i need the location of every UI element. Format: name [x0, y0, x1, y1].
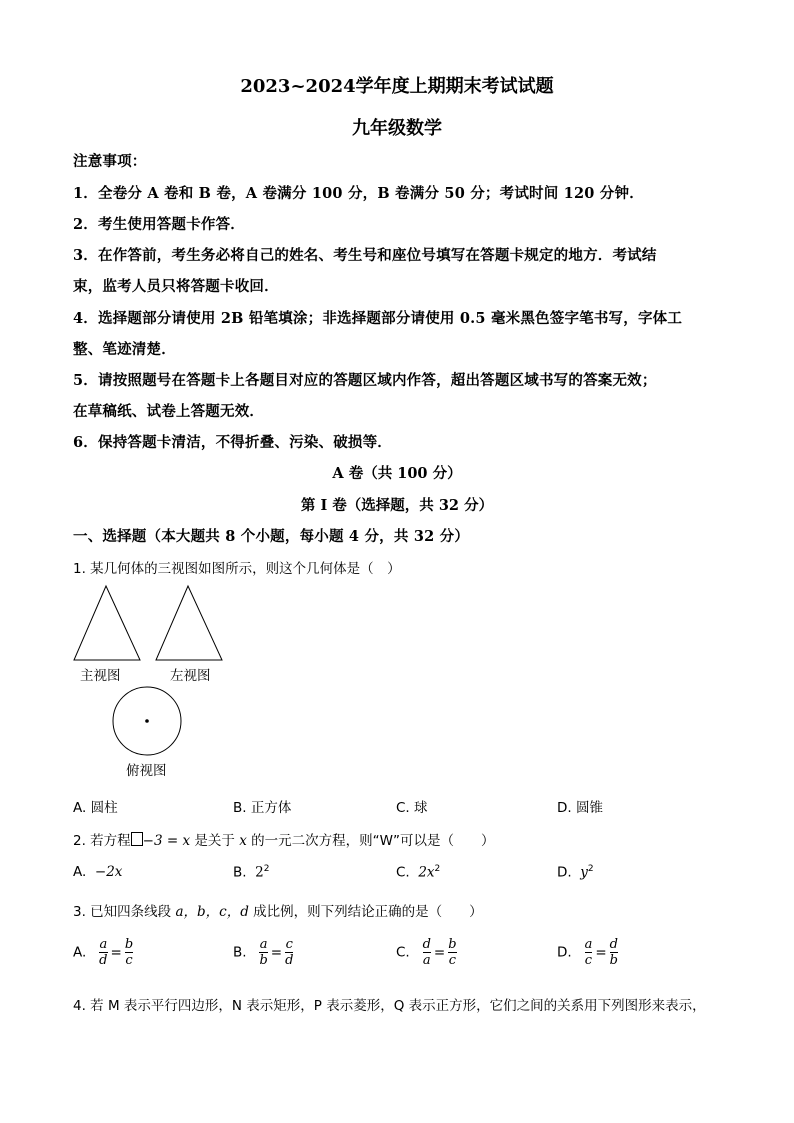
- numerator: d: [422, 937, 431, 952]
- mc-heading: 一、选择题（本大题共 8 个小题，每小题 4 分，共 32 分）: [73, 528, 470, 545]
- q3-variables: a，b，c，d: [175, 904, 249, 920]
- option-label: D.: [557, 944, 572, 961]
- fraction-right: [125, 937, 133, 968]
- fraction-left: [585, 937, 593, 968]
- q2-variable: x: [239, 833, 247, 849]
- q1-option-d: D. 圆锥: [557, 800, 603, 816]
- exam-title: 2023~2024学年度上期期末考试试题: [240, 76, 554, 97]
- q3-stem-post: 成比例，则下列结论正确的是（ ）: [248, 904, 483, 920]
- q1-option-a: A. 圆柱: [73, 800, 118, 816]
- top-view-label: 俯视图: [126, 763, 167, 779]
- q2-option-c: [396, 864, 440, 881]
- denominator: d: [285, 953, 294, 968]
- denominator: c: [584, 953, 593, 968]
- option-exponent: 2: [587, 864, 594, 874]
- q1-stem: 1. 某几何体的三视图如图所示，则这个几何体是（ ）: [73, 561, 401, 577]
- denominator: b: [609, 953, 618, 968]
- numerator: d: [609, 937, 618, 952]
- blank-box: [131, 832, 143, 846]
- q4-stem: 4. 若 M 表示平行四边形，N 表示矩形，P 表示菱形，Q 表示正方形，它们之间的关系用下列图形来表示，: [73, 998, 706, 1014]
- note-line: 5．请按照题号在答题卡上各题目对应的答题区域内作答，超出答题区域书写的答案无效；: [73, 372, 657, 389]
- numerator: b: [448, 937, 457, 952]
- front-view-label: 主视图: [80, 668, 121, 684]
- q2-stem: [73, 829, 494, 849]
- denominator: b: [259, 953, 268, 968]
- note-line: 整、笔迹清楚．: [73, 341, 176, 358]
- option-value: −2x: [94, 864, 123, 880]
- part1-title: 第 I 卷（选择题，共 32 分）: [300, 497, 494, 514]
- fraction-right: [610, 937, 618, 968]
- q2-stem-post: 的一元二次方程，则“W”可以是（ ）: [246, 833, 495, 849]
- denominator: d: [99, 953, 108, 968]
- fraction-left: [423, 937, 431, 968]
- note-line: 6．保持答题卡清洁，不得折叠、污染、破损等．: [73, 434, 392, 451]
- numerator: a: [259, 937, 268, 952]
- top-view-circle: [110, 684, 184, 758]
- q2-option-a: [73, 864, 122, 880]
- note-line: 1．全卷分 A 卷和 B 卷，A 卷满分 100 分，B 卷满分 50 分；考试时间 120 分钟．: [73, 185, 644, 202]
- front-view-triangle: [74, 586, 140, 660]
- section-a-title: A 卷（共 100 分）: [332, 465, 462, 482]
- fraction-left: [99, 937, 107, 968]
- three-view-triangles: [70, 584, 230, 664]
- denominator: c: [125, 953, 133, 968]
- numerator: a: [584, 937, 593, 952]
- note-line: 在草稿纸、试卷上答题无效．: [73, 403, 265, 420]
- left-view-label: 左视图: [170, 668, 211, 684]
- q3-stem-pre: 3. 已知四条线段: [73, 904, 176, 920]
- option-label: B.: [233, 944, 247, 961]
- note-line: 2．考生使用答题卡作答．: [73, 216, 245, 233]
- option-exponent: 2: [434, 864, 441, 874]
- q3-option-c: C. $\frac{d}{a}$ = $\frac{b}{c}$: [396, 937, 457, 968]
- option-label: A.: [73, 944, 87, 961]
- note-line: 4．选择题部分请使用 2B 铅笔填涂；非选择题部分请使用 0.5 毫米黑色签字笔书写，字体工: [73, 310, 683, 327]
- notes-heading: 注意事项：: [73, 153, 147, 170]
- option-base: y: [580, 864, 588, 881]
- left-view-triangle: [156, 586, 222, 660]
- option-label: C.: [396, 864, 410, 881]
- option-base: 2: [255, 864, 264, 881]
- q1-option-c: C. 球: [396, 800, 428, 816]
- q3-option-b: B. $\frac{a}{b}$ = $\frac{c}{d}$: [233, 937, 294, 968]
- denominator: c: [448, 953, 457, 968]
- fraction-left: [259, 937, 267, 968]
- numerator: b: [124, 937, 134, 952]
- q2-option-b: [233, 864, 269, 881]
- option-base: 2x: [418, 864, 435, 881]
- q3-option-d: D. $\frac{a}{c}$ = $\frac{d}{b}$: [557, 937, 618, 968]
- option-exponent: 2: [263, 864, 270, 874]
- fraction-right: [285, 937, 293, 968]
- option-label: B.: [233, 864, 247, 881]
- option-label: C.: [396, 944, 410, 961]
- exam-subtitle: 九年级数学: [352, 118, 442, 139]
- q2-stem-pre: 2. 若方程: [73, 833, 131, 849]
- circle-center-dot: [145, 719, 149, 723]
- option-label: A.: [73, 864, 87, 880]
- q1-option-b: B. 正方体: [233, 800, 292, 816]
- denominator: a: [422, 953, 431, 968]
- q2-option-d: [557, 864, 594, 881]
- numerator: a: [99, 937, 108, 952]
- note-line: 3．在作答前，考生务必将自己的姓名、考生号和座位号填写在答题卡规定的地方．考试结: [73, 247, 657, 264]
- q2-stem-mid: 是关于: [190, 833, 240, 849]
- numerator: c: [285, 937, 293, 952]
- q3-stem: [73, 900, 483, 920]
- note-line: 束，监考人员只将答题卡收回．: [73, 278, 279, 295]
- fraction-right: [448, 937, 456, 968]
- q3-option-a: A. $\frac{a}{d}$ = $\frac{b}{c}$: [73, 937, 134, 968]
- q2-equation: −3 = x: [142, 833, 191, 849]
- option-label: D.: [557, 864, 572, 881]
